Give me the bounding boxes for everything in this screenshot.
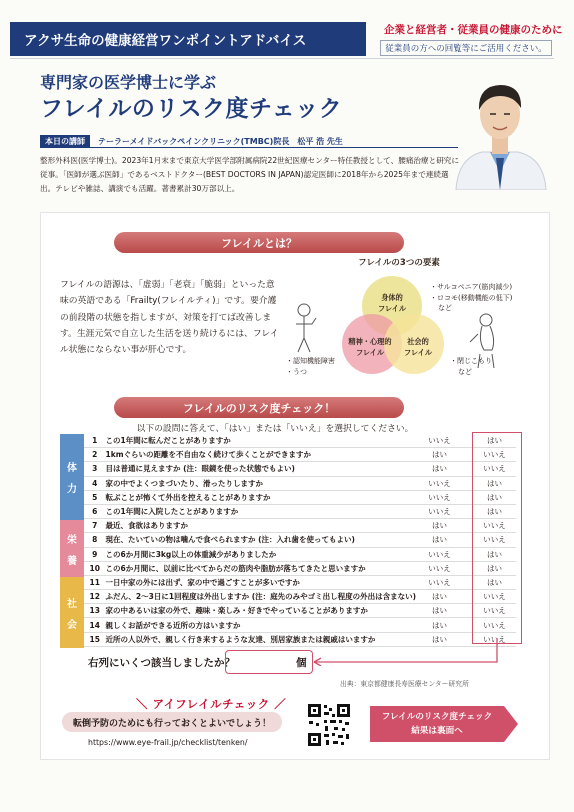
venn-social-line2: フレイル bbox=[403, 348, 433, 357]
answer-right[interactable]: いいえ bbox=[483, 521, 506, 531]
question-number: 11 bbox=[89, 577, 100, 587]
venn-social-note-1: ・閉じこもり bbox=[450, 357, 492, 365]
question-text: この1年間に入院したことがありますか bbox=[105, 507, 239, 517]
answer-right[interactable]: はい bbox=[487, 436, 503, 446]
category-nutrition bbox=[60, 520, 84, 577]
question-number: 3 bbox=[92, 464, 98, 474]
eye-frail-url[interactable]: https://www.eye-frail.jp/checklist/tenken/ bbox=[88, 738, 248, 747]
answer-right[interactable]: いいえ bbox=[483, 450, 506, 460]
answer-left[interactable]: はい bbox=[432, 592, 448, 602]
result-arrow-icon bbox=[504, 706, 518, 742]
answer-right[interactable]: はい bbox=[487, 563, 503, 573]
venn-physical-label bbox=[368, 292, 416, 314]
answer-right[interactable]: はい bbox=[487, 577, 503, 587]
section-heading-text: フレイルのリスク度チェック！ bbox=[182, 401, 336, 415]
article-title: フレイルのリスク度チェック bbox=[40, 96, 343, 122]
category-social-char1: 社 bbox=[67, 598, 77, 610]
venn-social-note-2: など bbox=[458, 367, 472, 376]
category-physical bbox=[60, 434, 84, 520]
checklist-row bbox=[84, 533, 516, 547]
question-text: 一日中家の外には出ず、家の中で過ごすことが多いですか bbox=[105, 577, 300, 587]
lecturer-tag: 本日の講師 bbox=[40, 135, 90, 148]
checklist-row bbox=[84, 519, 516, 533]
answer-right[interactable]: いいえ bbox=[483, 620, 506, 630]
answer-right[interactable]: はい bbox=[487, 478, 503, 488]
checklist-row bbox=[84, 562, 516, 576]
question-number: 5 bbox=[92, 492, 98, 502]
answer-right[interactable]: いいえ bbox=[483, 464, 506, 474]
checklist-rows bbox=[84, 434, 516, 647]
question-text: 近所の人以外で、親しく行き来するような友達、別居家族または親戚はいますか bbox=[105, 634, 376, 644]
answer-left[interactable]: いいえ bbox=[428, 478, 451, 488]
eye-frail-title: ＼ アイフレイルチェック ／ bbox=[136, 697, 287, 711]
venn-physical-line2: フレイル bbox=[377, 304, 407, 313]
answer-left[interactable]: はい bbox=[432, 464, 448, 474]
question-text: ふだん、2〜3日に1回程度は外出しますか (注：庭先のみやゴミ出し程度の外出は含まない) bbox=[105, 592, 417, 602]
answer-right[interactable]: いいえ bbox=[483, 592, 506, 602]
question-number: 15 bbox=[89, 634, 100, 644]
question-number: 9 bbox=[92, 549, 98, 559]
question-number: 12 bbox=[89, 592, 100, 602]
question-text: この6か月間に3kg以上の体重減少がありましたか bbox=[105, 549, 277, 559]
lecturer-row bbox=[40, 135, 458, 148]
answer-right[interactable]: はい bbox=[487, 492, 503, 502]
venn-mental-note-2: ・うつ bbox=[286, 367, 307, 376]
question-text: 家の中あるいは家の外で、趣味・楽しみ・好きでやっていることがありますか bbox=[105, 606, 368, 616]
result-on-back-button[interactable] bbox=[370, 706, 504, 742]
venn-physical-line1: 身体的 bbox=[381, 293, 403, 302]
eye-frail-box bbox=[62, 712, 282, 732]
venn-physical-note bbox=[430, 282, 512, 314]
question-number: 1 bbox=[92, 436, 98, 446]
source-credit: 出典：東京都健康長寿医療センター研究所 bbox=[340, 680, 469, 688]
question-number: 7 bbox=[92, 521, 98, 531]
venn-physical-note-2: ・ロコモ(移動機能の低下) bbox=[430, 293, 513, 302]
category-nutrition-char1: 栄 bbox=[67, 534, 77, 546]
venn-social-label bbox=[394, 336, 442, 358]
answer-left[interactable]: はい bbox=[432, 606, 448, 616]
checklist-row bbox=[84, 448, 516, 462]
question-number: 8 bbox=[92, 535, 98, 545]
answer-left[interactable]: いいえ bbox=[428, 507, 451, 517]
venn-physical-note-1: ・サルコペニア(筋肉減少) bbox=[430, 283, 513, 291]
question-text: 親しくお話ができる近所の方はいますか bbox=[105, 620, 241, 630]
venn-physical-note-3: など bbox=[438, 304, 452, 312]
question-text: 目は普通に見えますか (注：眼鏡を使った状態でもよい) bbox=[105, 464, 295, 474]
question-text: 1kmぐらいの距離を不自由なく続けて歩くことができますか bbox=[105, 450, 312, 460]
section-heading-what-is-frailty bbox=[114, 232, 404, 253]
answer-left[interactable]: いいえ bbox=[428, 492, 451, 502]
question-text: 現在、たいていの物は噛んで食べられますか (注：入れ歯を使ってもよい) bbox=[105, 535, 355, 545]
right-column-highlight bbox=[472, 432, 522, 644]
question-text: 家の中でよくつまづいたり、滑ったりしますか bbox=[105, 478, 263, 488]
answer-left[interactable]: いいえ bbox=[428, 577, 451, 587]
question-number: 10 bbox=[89, 563, 100, 573]
qr-code[interactable] bbox=[306, 702, 352, 748]
checklist-row bbox=[84, 477, 516, 491]
question-number: 6 bbox=[92, 507, 98, 517]
section-heading-text: フレイルとは？ bbox=[220, 236, 297, 250]
answer-left[interactable]: いいえ bbox=[428, 563, 451, 573]
question-text: この6か月間に、以前に比べてからだの筋肉や脂肪が落ちてきたと思いますか bbox=[105, 563, 366, 573]
section-heading-risk-check bbox=[114, 397, 404, 418]
question-text: 最近、食欲はありますか bbox=[105, 521, 188, 531]
series-title-bar bbox=[10, 22, 366, 56]
answer-left[interactable]: はい bbox=[432, 620, 448, 630]
answer-right[interactable]: いいえ bbox=[483, 606, 506, 616]
checklist-row bbox=[84, 462, 516, 476]
answer-left[interactable]: はい bbox=[432, 521, 448, 531]
count-unit: 個 bbox=[296, 657, 307, 669]
question-number: 4 bbox=[92, 478, 98, 488]
checklist-row bbox=[84, 590, 516, 604]
question-text: 転ぶことが怖くて外出を控えることがありますか bbox=[105, 492, 271, 502]
header-divider bbox=[10, 58, 554, 59]
answer-right[interactable]: はい bbox=[487, 549, 503, 559]
checklist-row bbox=[84, 505, 516, 519]
category-nutrition-char2: 養 bbox=[67, 555, 77, 567]
venn-mental-line1: 精神・心理的 bbox=[348, 337, 392, 346]
article-subtitle: 専門家の医学博士に学ぶ bbox=[40, 73, 217, 92]
category-physical-char2: 力 bbox=[67, 484, 77, 495]
answer-left[interactable]: はい bbox=[432, 450, 448, 460]
answer-right[interactable]: いいえ bbox=[483, 535, 506, 545]
result-button-line1: フレイルのリスク度チェック bbox=[381, 712, 493, 722]
checklist-row bbox=[84, 618, 516, 632]
question-number: 14 bbox=[89, 620, 100, 630]
category-social-char2: 会 bbox=[67, 619, 77, 631]
question-number: 2 bbox=[92, 450, 98, 460]
count-question: 右列にいくつ該当しましたか？ bbox=[88, 657, 235, 669]
answer-left[interactable]: はい bbox=[432, 634, 448, 644]
answer-left[interactable]: はい bbox=[432, 535, 448, 545]
question-number: 13 bbox=[89, 606, 100, 616]
tagline: 企業と経営者・従業員の健康のために bbox=[384, 24, 563, 36]
question-text: この1年間に転んだことがありますか bbox=[105, 436, 231, 446]
doctor-portrait bbox=[448, 72, 552, 190]
checklist-row bbox=[84, 434, 516, 448]
result-button-line2: 結果は裏面へ bbox=[411, 726, 463, 736]
checklist-row bbox=[84, 491, 516, 505]
venn-mental-note-1: ・認知機能障害 bbox=[286, 357, 335, 365]
venn-social-note bbox=[450, 356, 492, 377]
answer-right[interactable]: はい bbox=[487, 507, 503, 517]
frailty-intro: フレイルの語源は、「虚弱」「老衰」「脆弱」といった意味の英語である「Frailty(フレイルティ)」です。要介護の前段階の状態を指しますが、対策を打てば改善します。生涯元気で自立した生活を送り続けるには、フレイル状態にならない事が肝心です。 bbox=[60, 280, 279, 356]
venn-social-line1: 社会的 bbox=[407, 337, 429, 346]
lecturer-name: テーラーメイドバックペインクリニック(TMBC)院長 松平 浩 先生 bbox=[98, 136, 343, 146]
check-instruction: 以下の設問に答えて、「はい」または「いいえ」を選択してください。 bbox=[136, 424, 414, 434]
checklist-row bbox=[84, 548, 516, 562]
venn-mental-line2: フレイル bbox=[355, 348, 385, 357]
venn-title: フレイルの3つの要素 bbox=[358, 258, 440, 268]
lecturer-bio: 整形外科医(医学博士)。2023年1月末まで東京大学医学部附属病院22世紀医療センター特任教授として、腰痛治療と研究に従事。「医師が選ぶ医師」であるベストドクター(BEST DOCTORS IN JAPAN)認定医師に2018年から2025年まで連続選出。テレビや雑誌、講演でも活躍。著書累計30万部以上。 bbox=[40, 156, 459, 194]
category-physical-char1: 体 bbox=[67, 463, 77, 474]
answer-left[interactable]: いいえ bbox=[428, 436, 451, 446]
tagline-box: 従業員の方への回覧等にご活用ください。 bbox=[380, 40, 552, 56]
category-social bbox=[60, 577, 84, 648]
series-title: アクサ生命の健康経営ワンポイントアドバイス bbox=[24, 33, 307, 49]
connector-line bbox=[313, 636, 523, 666]
eye-frail-text: 転倒予防のためにも行っておくとよいでしょう！ bbox=[72, 718, 271, 729]
venn-mental-note bbox=[286, 356, 335, 377]
checklist-row bbox=[84, 604, 516, 618]
frailty-venn-diagram bbox=[282, 258, 550, 386]
answer-right[interactable]: いいえ bbox=[483, 634, 506, 644]
venn-mental-label bbox=[340, 336, 400, 358]
checklist-row bbox=[84, 576, 516, 590]
answer-left[interactable]: いいえ bbox=[428, 549, 451, 559]
